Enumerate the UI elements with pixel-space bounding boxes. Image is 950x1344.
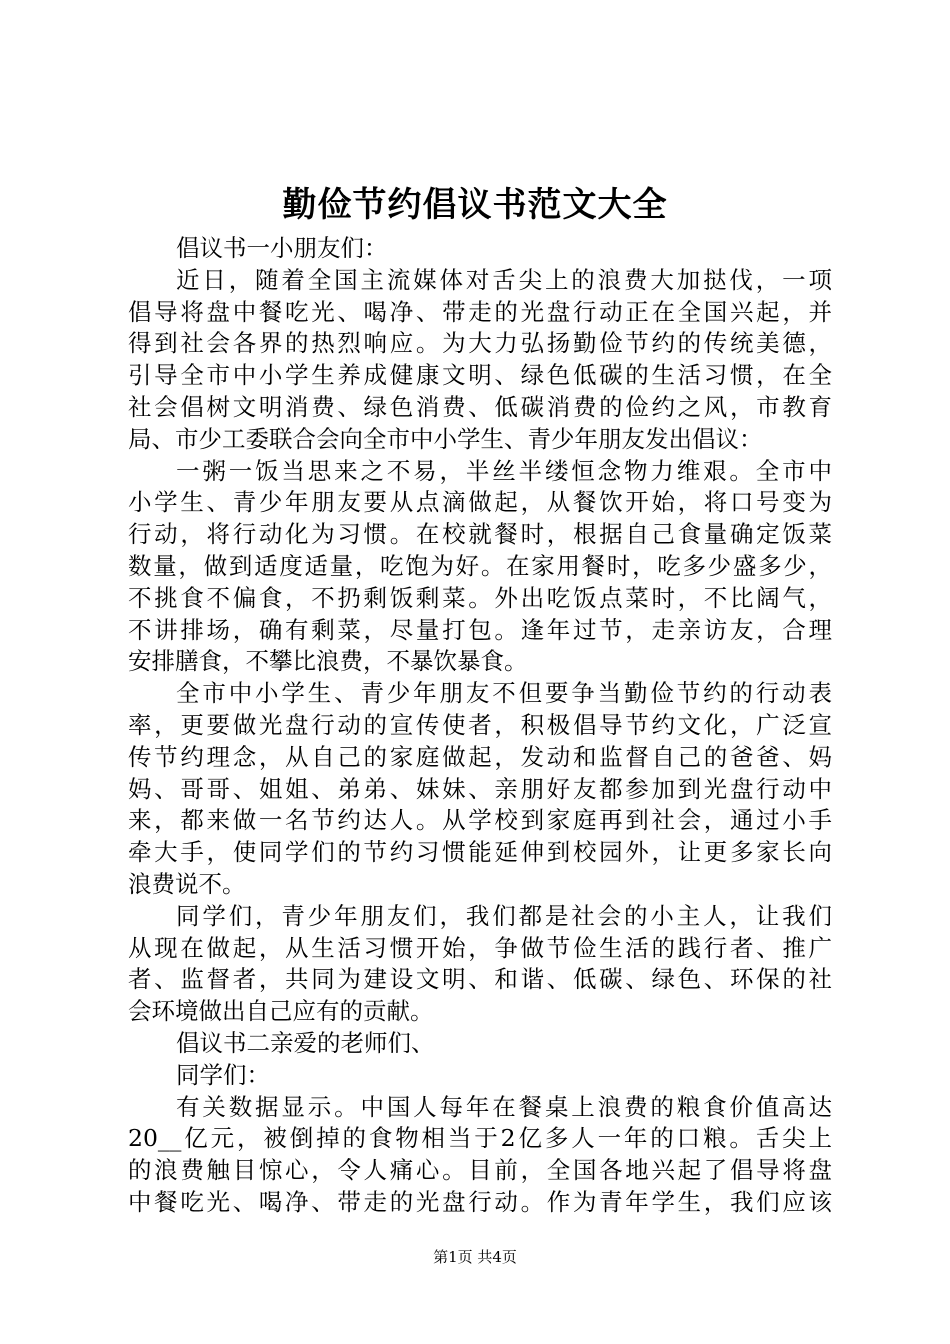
body-line: 引导全市中小学生养成健康文明、绿色低碳的生活习惯，在全 xyxy=(128,361,832,390)
body-line: 不挑食不偏食，不扔剩饭剩菜。外出吃饭点菜时，不比阔气， xyxy=(128,583,832,612)
body-line: 近日，随着全国主流媒体对舌尖上的浪费大加挞伐，一项 xyxy=(176,265,832,294)
body-line: 牵大手，使同学们的节约习惯能延伸到校园外，让更多家长向 xyxy=(128,838,832,867)
body-line: 小学生、青少年朋友要从点滴做起，从餐饮开始，将口号变为 xyxy=(128,488,832,517)
body-line: 20__亿元，被倒掉的食物相当于2亿多人一年的口粮。舌尖上 xyxy=(128,1124,832,1153)
body-line: 同学们，青少年朋友们，我们都是社会的小主人，让我们 xyxy=(176,901,832,930)
body-line: 得到社会各界的热烈响应。为大力弘扬勤俭节约的传统美德， xyxy=(128,329,832,358)
body-line: 全市中小学生、青少年朋友不但要争当勤俭节约的行动表 xyxy=(176,679,832,708)
body-line: 来，都来做一名节约达人。从学校到家庭再到社会，通过小手 xyxy=(128,806,832,835)
body-line: 一粥一饭当思来之不易，半丝半缕恒念物力维艰。全市中 xyxy=(176,456,832,485)
body-line: 倡导将盘中餐吃光、喝净、带走的光盘行动正在全国兴起，并 xyxy=(128,297,832,326)
body-line: 社会倡树文明消费、绿色消费、低碳消费的俭约之风，市教育 xyxy=(128,392,832,421)
body-line: 会环境做出自己应有的贡献。 xyxy=(128,997,434,1026)
document-body xyxy=(128,233,832,1219)
body-line: 中餐吃光、喝净、带走的光盘行动。作为青年学生，我们应该 xyxy=(128,1187,832,1216)
body-line: 从现在做起，从生活习惯开始，争做节俭生活的践行者、推广 xyxy=(128,933,832,962)
body-line: 不讲排场，确有剩菜，尽量打包。逢年过节，走亲访友，合理 xyxy=(128,615,832,644)
body-line: 有关数据显示。中国人每年在餐桌上浪费的粮食价值高达 xyxy=(176,1092,832,1121)
body-line: 同学们： xyxy=(176,1060,270,1089)
page-footer: 第1页 共4页 xyxy=(433,1248,517,1266)
body-line: 浪费说不。 xyxy=(128,869,246,898)
body-line: 数量，做到适度适量，吃饱为好。在家用餐时，吃多少盛多少， xyxy=(128,551,832,580)
body-line: 传节约理念，从自己的家庭做起，发动和监督自己的爸爸、妈 xyxy=(128,742,832,771)
document-title: 勤俭节约倡议书范文大全 xyxy=(282,185,668,225)
body-line: 倡议书二亲爱的老师们、 xyxy=(176,1028,435,1057)
body-line: 局、市少工委联合会向全市中小学生、青少年朋友发出倡议： xyxy=(128,424,763,453)
body-line: 率，更要做光盘行动的宣传使者，积极倡导节约文化，广泛宣 xyxy=(128,710,832,739)
body-line: 安排膳食，不攀比浪费，不暴饮暴食。 xyxy=(128,647,528,676)
body-line: 者、监督者，共同为建设文明、和谐、低碳、绿色、环保的社 xyxy=(128,965,832,994)
body-line: 的浪费触目惊心，令人痛心。目前，全国各地兴起了倡导将盘 xyxy=(128,1156,832,1185)
body-line: 行动，将行动化为习惯。在校就餐时，根据自己食量确定饭菜 xyxy=(128,520,832,549)
body-line: 妈、哥哥、姐姐、弟弟、妹妹、亲朋好友都参加到光盘行动中 xyxy=(128,774,832,803)
body-line: 倡议书一小朋友们： xyxy=(176,234,388,262)
